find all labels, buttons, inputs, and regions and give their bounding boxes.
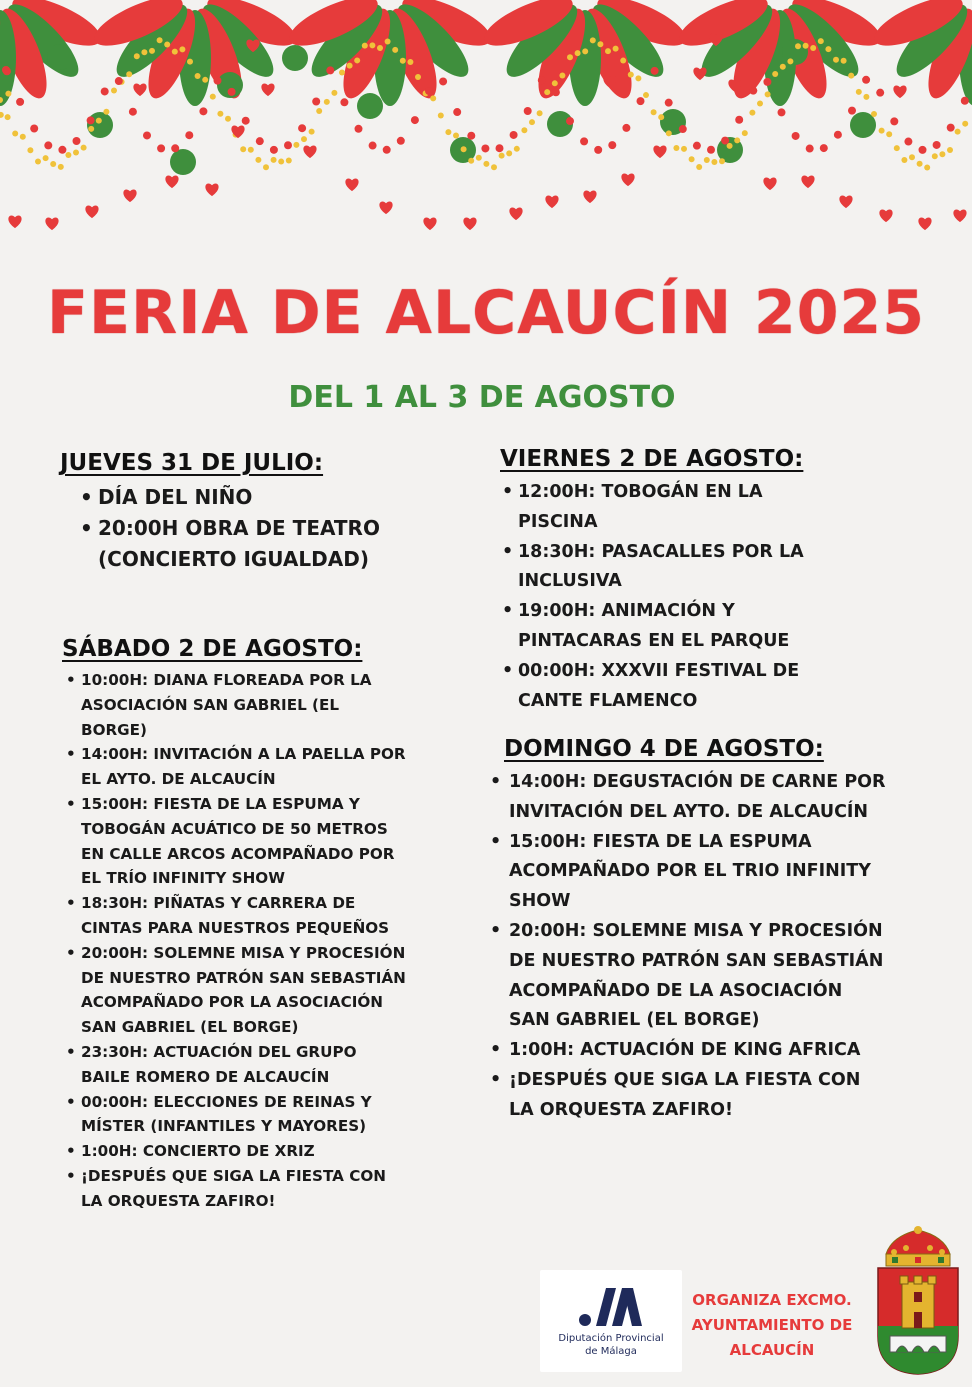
garland-dot <box>65 152 71 158</box>
red-dot <box>496 144 504 152</box>
garland-dot <box>704 157 710 163</box>
dot-shape <box>87 112 113 138</box>
garland-dot <box>635 75 641 81</box>
event-item: • 00:00H: XXXVII FESTIVAL DE CANTE FLAMENCO <box>500 657 840 717</box>
event-item: • 19:00H: ANIMACIÓN Y PINTACARAS EN EL PARQUE <box>500 597 840 657</box>
heart-icon <box>583 191 596 204</box>
garland-dot <box>445 129 451 135</box>
garland-dot <box>939 151 945 157</box>
diputacion-logo <box>540 1270 682 1372</box>
event-item: • ¡DESPUÉS QUE SIGA LA FIESTA CON LA ORQUESTA ZAFIRO! <box>62 1164 407 1214</box>
garland-dot <box>590 37 596 43</box>
garland-dot <box>438 113 444 119</box>
garland-dot <box>126 71 132 77</box>
event-item: • 00:00H: ELECCIONES DE REINAS Y MÍSTER (INFANTILES Y MAYORES) <box>62 1090 407 1140</box>
red-dot <box>143 131 151 139</box>
garland-dot <box>529 119 535 125</box>
heart-icon <box>45 218 58 231</box>
red-dot <box>622 124 630 132</box>
garland-dot <box>164 41 170 47</box>
red-dot <box>778 108 786 116</box>
garland-dot <box>673 145 679 151</box>
red-dot <box>369 142 377 150</box>
garland-dot <box>514 146 520 152</box>
garland-dot <box>286 157 292 163</box>
red-dot <box>933 141 941 149</box>
event-item: • 15:00H: FIESTA DE LA ESPUMA Y TOBOGÁN ACUÁTICO DE 50 METROS EN CALLE ARCOS ACOMPAÑADO POR EL TRÍO INFINITY SHOW <box>62 792 407 891</box>
red-dot <box>214 77 222 85</box>
festive-decoration <box>0 0 972 250</box>
heart-icon <box>345 179 358 192</box>
event-item: • 20:00H: SOLEMNE MISA Y PROCESIÓN DE NUESTRO PATRÓN SAN SEBASTIÁN ACOMPAÑADO DE LA ASOCIACIÓN SAN GABRIEL (EL BORGE) <box>504 917 889 1036</box>
garland-dot <box>430 95 436 101</box>
heart-icon <box>653 146 666 159</box>
garland-dot <box>81 145 87 151</box>
red-dot <box>947 124 955 132</box>
garland-dot <box>651 109 657 115</box>
garland-dot <box>658 114 664 120</box>
red-dot <box>30 124 38 132</box>
red-dot <box>270 146 278 154</box>
garland-dot <box>263 164 269 170</box>
garland-dot <box>537 110 543 116</box>
garland-dot <box>12 131 18 137</box>
garland-dot <box>225 116 231 122</box>
heart-icon <box>953 210 966 223</box>
event-list <box>504 768 889 1126</box>
heart-icon <box>165 176 178 189</box>
red-dot <box>228 88 236 96</box>
garland-dot <box>856 89 862 95</box>
garland-dot <box>309 129 315 135</box>
heart-icon <box>839 196 852 209</box>
garland-dot <box>103 109 109 115</box>
red-dot <box>820 144 828 152</box>
red-dot <box>467 132 475 140</box>
garland-dot <box>552 80 558 86</box>
day-heading: VIERNES 2 DE AGOSTO: <box>500 446 804 472</box>
garland-dot <box>0 112 4 118</box>
garland-dot <box>461 146 467 152</box>
garland-dot <box>689 156 695 162</box>
garland-dot <box>582 48 588 54</box>
garland-dot <box>301 136 307 142</box>
heart-icon <box>8 216 21 229</box>
garland-dot <box>681 146 687 152</box>
red-dot <box>383 146 391 154</box>
dot-shape <box>170 149 196 175</box>
garland-dot <box>871 111 877 117</box>
garland-dot <box>863 94 869 100</box>
garland-dot <box>210 94 216 100</box>
garland-dot <box>476 155 482 161</box>
garland-dot <box>111 88 117 94</box>
heart-icon <box>379 202 392 215</box>
garland-dot <box>567 54 573 60</box>
garland-dot <box>20 134 26 140</box>
garland-dot <box>879 128 885 134</box>
red-dot <box>552 88 560 96</box>
garland-dot <box>924 164 930 170</box>
garland-dot <box>894 145 900 151</box>
heart-icon <box>509 208 522 221</box>
heart-icon <box>693 68 706 81</box>
red-dot <box>637 97 645 105</box>
garland-dot <box>392 47 398 53</box>
event-item: • 20:00H OBRA DE TEATRO (CONCIERTO IGUALDAD) <box>60 513 440 575</box>
garland-dot <box>719 158 725 164</box>
red-dot <box>16 98 24 106</box>
garland-dot <box>96 118 102 124</box>
red-dot <box>566 117 574 125</box>
heart-icon <box>879 210 892 223</box>
red-dot <box>665 99 673 107</box>
red-dot <box>425 87 433 95</box>
garland-dot <box>187 59 193 65</box>
heart-icon <box>123 190 136 203</box>
garland-dot <box>339 70 345 76</box>
event-item: • 14:00H: DEGUSTACIÓN DE CARNE POR INVITACIÓN DEL AYTO. DE ALCAUCÍN <box>504 768 889 828</box>
day-heading: DOMINGO 4 DE AGOSTO: <box>504 736 824 762</box>
event-item: • 1:00H: ACTUACIÓN DE KING AFRICA <box>504 1036 889 1066</box>
garland-dot <box>506 150 512 156</box>
red-dot <box>876 89 884 97</box>
dot-shape <box>282 45 308 71</box>
red-dot <box>763 78 771 86</box>
garland-dot <box>195 73 201 79</box>
red-dot <box>312 98 320 106</box>
garland-dot <box>901 157 907 163</box>
red-dot <box>171 144 179 152</box>
red-dot <box>298 124 306 132</box>
garland-dot <box>369 42 375 48</box>
garland-dot <box>293 142 299 148</box>
garland-dot <box>179 46 185 52</box>
garland-dot <box>909 154 915 160</box>
garland-dot <box>666 130 672 136</box>
heart-icon <box>205 184 218 197</box>
garland-dot <box>255 157 261 163</box>
heart-icon <box>133 84 146 97</box>
event-item: • 1:00H: CONCIERTO DE XRIZ <box>62 1139 407 1164</box>
garland-dot <box>88 126 94 132</box>
garland-dot <box>597 41 603 47</box>
event-item: • 23:30H: ACTUACIÓN DEL GRUPO BAILE ROMERO DE ALCAUCÍN <box>62 1040 407 1090</box>
garland-dot <box>415 74 421 80</box>
garland-dot <box>803 43 809 49</box>
heart-icon <box>85 206 98 219</box>
heart-icon <box>801 176 814 189</box>
garland-dot <box>278 159 284 165</box>
heart-icon <box>918 218 931 231</box>
heart-icon <box>423 218 436 231</box>
red-dot <box>73 137 81 145</box>
red-dot <box>58 146 66 154</box>
garland-dot <box>795 43 801 49</box>
heart-icon <box>621 174 634 187</box>
garland-dot <box>483 161 489 167</box>
garland-dot <box>217 111 223 117</box>
red-dot <box>115 77 123 85</box>
garland-dot <box>787 58 793 64</box>
red-dot <box>721 137 729 145</box>
red-dot <box>157 144 165 152</box>
organizer-credit: ORGANIZA EXCMO. AYUNTAMIENTO DE ALCAUCÍN <box>691 1291 853 1359</box>
event-item: • DÍA DEL NIÑO <box>60 482 440 513</box>
day-section-viernes <box>500 446 840 716</box>
red-dot <box>199 107 207 115</box>
garland-dot <box>727 143 733 149</box>
garland-dot <box>43 155 49 161</box>
garland-dot <box>620 58 626 64</box>
garland-dot <box>544 89 550 95</box>
garland-dot <box>757 100 763 106</box>
day-heading: SÁBADO 2 DE AGOSTO: <box>62 636 363 662</box>
red-dot <box>693 142 701 150</box>
red-dot <box>87 116 95 124</box>
garland-dot <box>453 133 459 139</box>
red-dot <box>326 66 334 74</box>
event-item: • 20:00H: SOLEMNE MISA Y PROCESIÓN DE NUESTRO PATRÓN SAN SEBASTIÁN ACOMPAÑADO POR LA ASOCIACIÓN SAN GABRIEL (EL BORGE) <box>62 941 407 1040</box>
garland-dot <box>400 58 406 64</box>
red-dot <box>340 98 348 106</box>
red-dot <box>919 146 927 154</box>
dot-shape <box>357 93 383 119</box>
heart-icon <box>763 178 776 191</box>
red-dot <box>735 116 743 124</box>
garland-dot <box>810 45 816 51</box>
event-list <box>60 482 440 575</box>
red-dot <box>3 67 11 75</box>
heart-icon <box>893 86 906 99</box>
diputacion-name: Diputación Provincial <box>558 1333 664 1344</box>
garland-dot <box>354 57 360 63</box>
garland-dot <box>833 57 839 63</box>
garland-dot <box>240 146 246 152</box>
diputacion-logo-icon <box>576 1284 646 1328</box>
garland-dot <box>5 91 11 97</box>
garland-dot <box>377 45 383 51</box>
event-item: • 18:30H: PIÑATAS Y CARRERA DE CINTAS PARA NUESTROS PEQUEÑOS <box>62 891 407 941</box>
garland-dot <box>35 158 41 164</box>
red-dot <box>538 76 546 84</box>
garland-dot <box>917 161 923 167</box>
garland-dot <box>886 131 892 137</box>
garland-dot <box>575 50 581 56</box>
red-dot <box>707 146 715 154</box>
garland-dot <box>134 53 140 59</box>
garland-dot <box>765 91 771 97</box>
garland-dot <box>58 164 64 170</box>
day-section-domingo <box>504 736 889 1126</box>
day-heading: JUEVES 31 DE JULIO: <box>60 450 324 476</box>
red-dot <box>524 107 532 115</box>
heart-icon <box>545 196 558 209</box>
red-dot <box>608 141 616 149</box>
garland-dot <box>347 63 353 69</box>
poster-dates: DEL 1 AL 3 DE AGOSTO <box>288 380 676 415</box>
red-dot <box>453 108 461 116</box>
garland-dot <box>772 71 778 77</box>
red-dot <box>481 144 489 152</box>
heart-icon <box>261 84 274 97</box>
red-dot <box>185 131 193 139</box>
event-item: • ¡DESPUÉS QUE SIGA LA FIESTA CON LA ORQUESTA ZAFIRO! <box>504 1066 889 1126</box>
garland-dot <box>157 37 163 43</box>
event-item: • 18:30H: PASACALLES POR LA INCLUSIVA <box>500 538 840 598</box>
red-dot <box>397 137 405 145</box>
red-dot <box>44 141 52 149</box>
red-dot <box>594 146 602 154</box>
garland-dot <box>73 150 79 156</box>
garland-dot <box>841 58 847 64</box>
event-item: • 12:00H: TOBOGÁN EN LA PISCINA <box>500 478 840 538</box>
red-dot <box>862 76 870 84</box>
red-dot <box>904 138 912 146</box>
red-dot <box>411 116 419 124</box>
dot-shape <box>47 44 73 70</box>
red-dot <box>355 125 363 133</box>
garland-dot <box>521 127 527 133</box>
red-dot <box>580 137 588 145</box>
garland-dot <box>848 73 854 79</box>
red-dot <box>792 132 800 140</box>
garland-dot <box>331 90 337 96</box>
garland-dot <box>818 38 824 44</box>
heart-icon <box>463 218 476 231</box>
garland-dot <box>468 158 474 164</box>
red-dot <box>242 117 250 125</box>
garland-dot <box>559 73 565 79</box>
red-dot <box>129 108 137 116</box>
day-section-sabado <box>62 636 407 1214</box>
heart-icon <box>303 146 316 159</box>
garland-dot <box>149 48 155 54</box>
event-list <box>500 478 840 716</box>
red-dot <box>651 67 659 75</box>
garland-dot <box>141 49 147 55</box>
garland-dot <box>613 46 619 52</box>
garland-dot <box>5 114 11 120</box>
garland-dot <box>385 39 391 45</box>
garland-dot <box>248 147 254 153</box>
red-dot <box>679 125 687 133</box>
garland-dot <box>734 137 740 143</box>
garland-dot <box>316 108 322 114</box>
garland-dot <box>491 164 497 170</box>
day-section-jueves <box>60 450 440 575</box>
garland-dot <box>628 72 634 78</box>
garland-dot <box>955 129 961 135</box>
red-dot <box>961 97 969 105</box>
garland-dot <box>324 99 330 105</box>
event-item: • 10:00H: DIANA FLOREADA POR LA ASOCIACIÓN SAN GABRIEL (EL BORGE) <box>62 668 407 742</box>
garland-dot <box>780 64 786 70</box>
garland-dot <box>362 43 368 49</box>
garland-dot <box>499 153 505 159</box>
garland-dot <box>696 164 702 170</box>
event-list <box>62 668 407 1214</box>
garland-dot <box>27 147 33 153</box>
garland-dot <box>271 157 277 163</box>
red-dot <box>101 87 109 95</box>
garland-dot <box>711 159 717 165</box>
red-dot <box>749 87 757 95</box>
red-dot <box>439 77 447 85</box>
garland-dot <box>962 121 968 127</box>
garland-dot <box>50 161 56 167</box>
garland-dot <box>643 92 649 98</box>
poster-title: FERIA DE ALCAUCÍN 2025 <box>47 278 925 348</box>
garland-dot <box>407 59 413 65</box>
garland-dot <box>742 130 748 136</box>
red-dot <box>890 117 898 125</box>
garland-dot <box>749 110 755 116</box>
garland-dot <box>947 147 953 153</box>
garland-dot <box>202 77 208 83</box>
red-dot <box>510 131 518 139</box>
dot-shape <box>782 39 808 65</box>
red-dot <box>284 141 292 149</box>
red-dot <box>848 107 856 115</box>
red-dot <box>834 131 842 139</box>
garland-dot <box>605 48 611 54</box>
garland-dot <box>825 46 831 52</box>
event-item: • 15:00H: FIESTA DE LA ESPUMA ACOMPAÑADO POR EL TRIO INFINITY SHOW <box>504 828 889 917</box>
garland-dot <box>172 49 178 55</box>
event-item: • 14:00H: INVITACIÓN A LA PAELLA POR EL AYTO. DE ALCAUCÍN <box>62 742 407 792</box>
red-dot <box>806 145 814 153</box>
garland-dot <box>932 153 938 159</box>
coat-of-arms-icon <box>872 1226 964 1376</box>
diputacion-province: de Málaga <box>585 1346 637 1357</box>
red-dot <box>256 137 264 145</box>
